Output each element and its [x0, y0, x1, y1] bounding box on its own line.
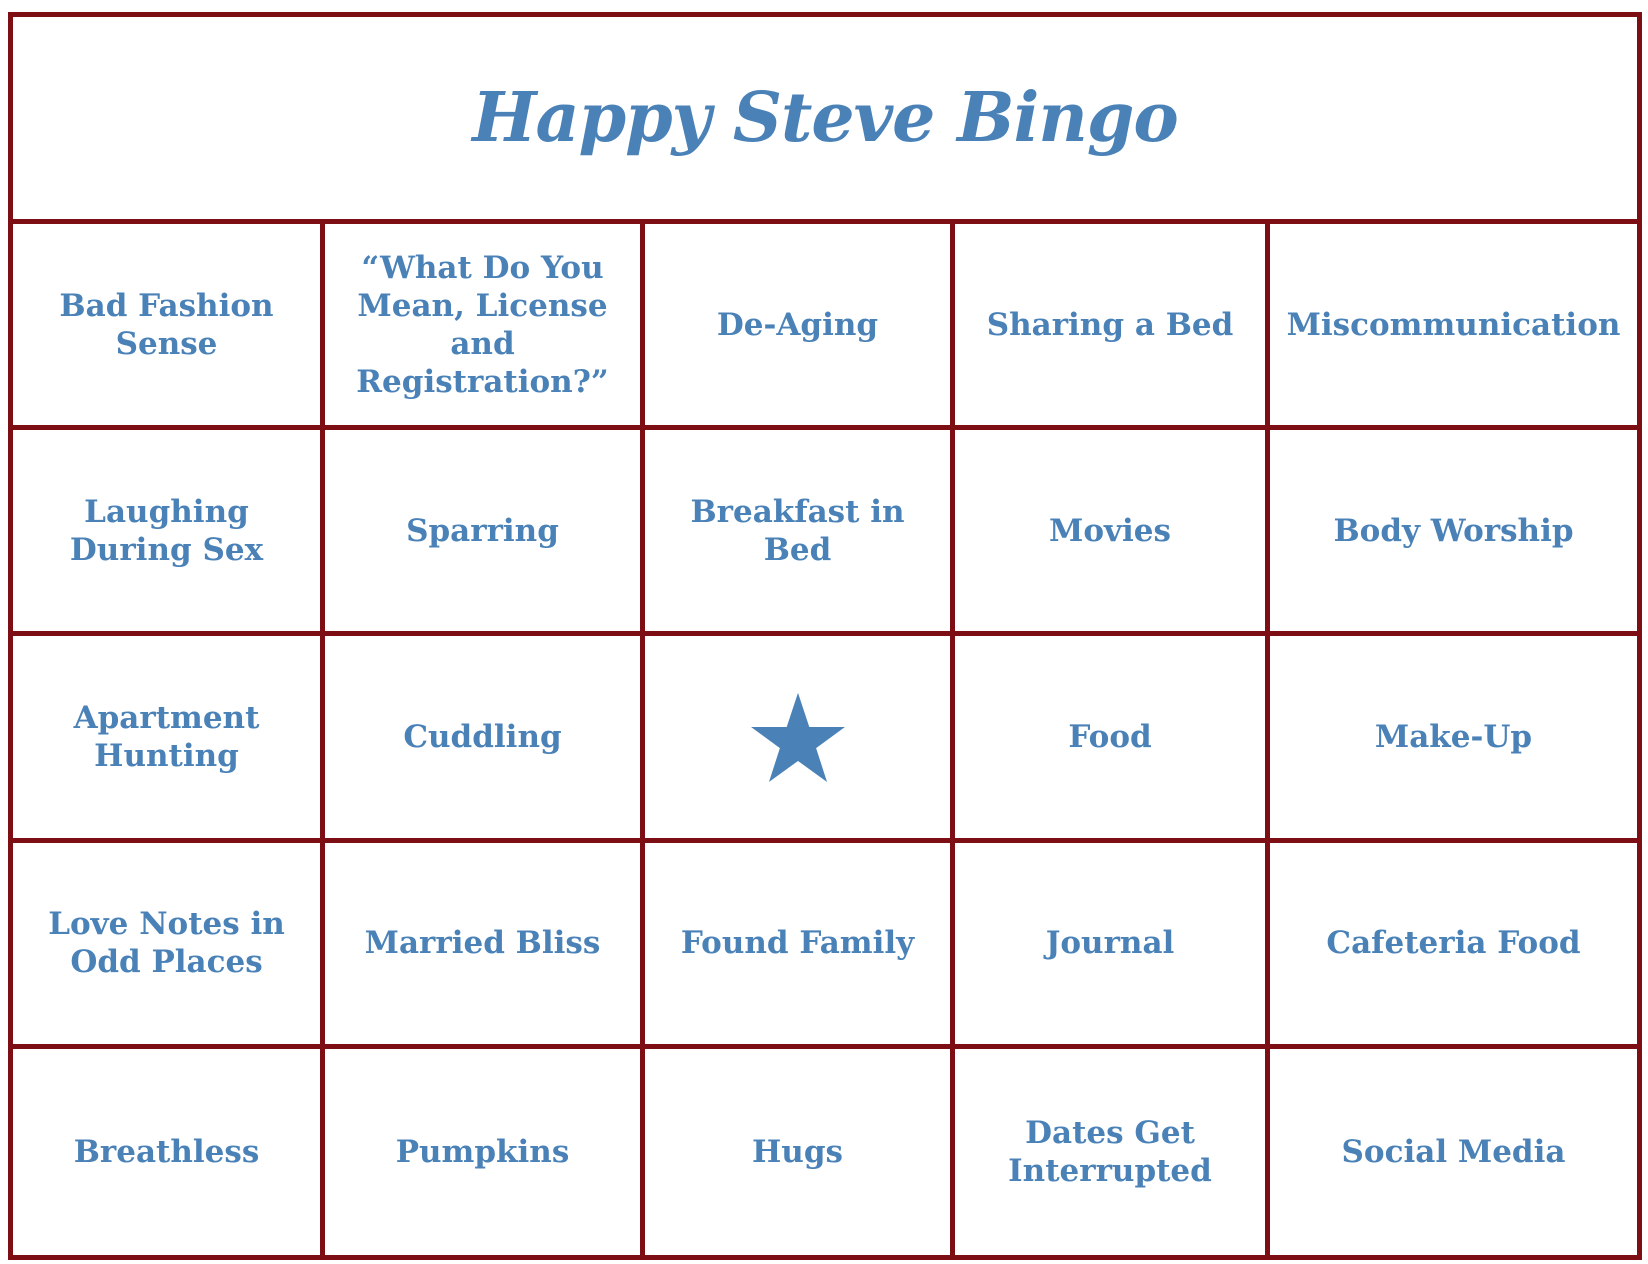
- bingo-cell[interactable]: Miscommunication: [1270, 224, 1637, 430]
- bingo-cell[interactable]: Married Bliss: [325, 843, 645, 1049]
- bingo-cell[interactable]: Hugs: [645, 1049, 955, 1255]
- bingo-cell[interactable]: Breathless: [13, 1049, 325, 1255]
- bingo-cell[interactable]: De-Aging: [645, 224, 955, 430]
- free-space-cell[interactable]: [645, 636, 955, 842]
- bingo-cell[interactable]: Found Family: [645, 843, 955, 1049]
- page-title: Happy Steve Bingo: [472, 78, 1178, 158]
- bingo-board: [8, 12, 1642, 1260]
- bingo-cell[interactable]: Movies: [955, 430, 1270, 636]
- bingo-cell[interactable]: Cafeteria Food: [1270, 843, 1637, 1049]
- bingo-cell[interactable]: Social Media: [1341, 1133, 1566, 1170]
- bingo-cell[interactable]: Pumpkins: [325, 1049, 645, 1255]
- bingo-cell[interactable]: Journal: [955, 843, 1270, 1049]
- star-icon: [750, 691, 846, 783]
- bingo-cell[interactable]: Make-Up: [1270, 636, 1637, 842]
- bingo-cell[interactable]: Love Notes in Odd Places: [13, 843, 325, 1049]
- bingo-cell[interactable]: Food: [955, 636, 1270, 842]
- bingo-cell[interactable]: Cuddling: [325, 636, 645, 842]
- bingo-cell[interactable]: Breakfast in Bed: [645, 430, 955, 636]
- bingo-cell[interactable]: Body Worship: [1270, 430, 1637, 636]
- title-header: [13, 17, 1637, 224]
- bingo-cell[interactable]: Sharing a Bed: [955, 224, 1270, 430]
- bingo-cell[interactable]: Apartment Hunting: [13, 636, 325, 842]
- bingo-cell[interactable]: Bad Fashion Sense: [13, 224, 325, 430]
- bingo-cell[interactable]: Sparring: [325, 430, 645, 636]
- bingo-cell[interactable]: “What Do You Mean, License and Registration?”: [325, 224, 645, 430]
- bingo-cell[interactable]: Dates Get Interrupted: [955, 1049, 1270, 1255]
- bingo-cell[interactable]: Laughing During Sex: [13, 430, 325, 636]
